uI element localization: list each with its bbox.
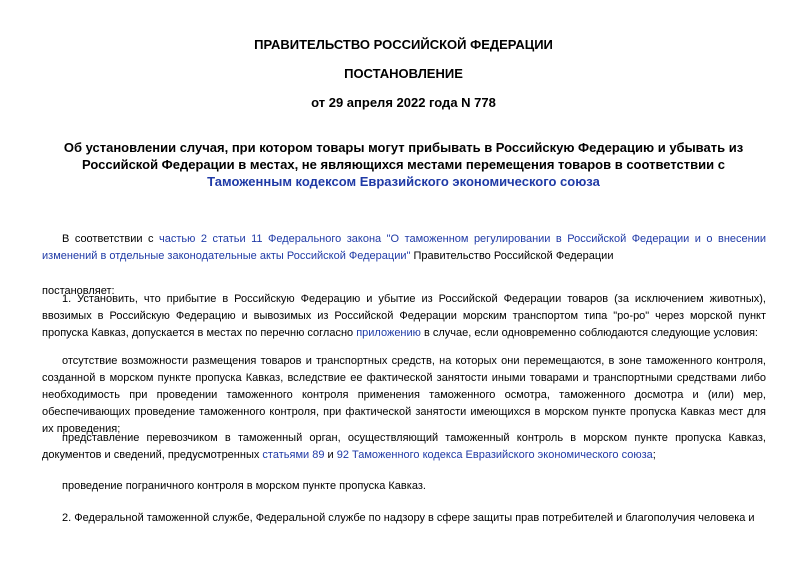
condition-2-paragraph [42, 430, 766, 464]
title-text: Об установлении случая, при котором товары могут прибывать в Российскую Федерацию и убывать из Российской Федерации в местах, не являющихся местами перемещения товаров в соответствии с [63, 140, 744, 172]
preamble-paragraph [42, 231, 766, 265]
item-2-paragraph: 2. Федеральной таможенной службе, Федеральной службе по надзору в сфере защиты прав потребителей и благополучия человека и [62, 512, 755, 524]
item-1-text-end: в случае, если одновременно соблюдаются следующие условия: [420, 327, 758, 339]
date-number-heading: от 29 апреля 2022 года N 778 [311, 95, 496, 110]
document-type-heading: ПОСТАНОВЛЕНИЕ [344, 66, 463, 81]
item-1-paragraph [42, 291, 766, 342]
condition-2-text-start: представление перевозчиком в таможенный орган, осуществляющий таможенный контроль в морском пункте пропуска Кавказ, документов и сведений, предусмотренных [42, 432, 766, 461]
item-1-text-start: 1. Установить, что прибытие в Российскую Федерацию и убытие из Российской Федерации товаров (за исключением животных), ввозимых в Российскую Федерацию и вывозимых из Российской Федерации морским транспортом типа "ро-ро" через морской пункт пропуска Кавказ, допускается в местах по перечню согласно [42, 293, 766, 339]
condition-3-paragraph: проведение пограничного контроля в морском пункте пропуска Кавказ. [62, 480, 426, 492]
condition-2-text-mid: и [324, 449, 337, 461]
federal-law-link[interactable]: частью 2 статьи 11 Федерального закона "О таможенном регулировании в Российской Федерации и о внесении изменений в отдельные законодательные акты Российской Федерации" [42, 233, 767, 262]
government-heading: ПРАВИТЕЛЬСТВО РОССИЙСКОЙ ФЕДЕРАЦИИ [254, 37, 553, 52]
appendix-link[interactable]: приложению [356, 327, 421, 339]
decrees-paragraph: постановляет: [42, 285, 115, 297]
article-92-link[interactable]: 92 Таможенного кодекса Евразийского экономического союза [336, 449, 653, 461]
document-title [40, 139, 767, 190]
eaeu-customs-code-link[interactable]: Таможенным кодексом Евразийского экономического союза [207, 174, 600, 189]
article-89-link[interactable]: статьями 89 [262, 449, 325, 461]
preamble-text-start: В соответствии с [62, 233, 159, 245]
condition-2-text-end: ; [652, 449, 656, 461]
condition-1-paragraph: отсутствие возможности размещения товаров и транспортных средств, на которых они перемещаются, в зоне таможенного контроля, созданной в морском пункте пропуска Кавказ, вследствие ее фактической занятости иными товарами и транспортными средствами либо необходимость при проведении таможенного контроля применения таможенного осмотра, таможенного досмотра и (или) мер, обеспечивающих проведение таможенного контроля, при фактической занятости имеющихся в морском пункте пропуска Кавказ мест для их проведения; [42, 355, 766, 435]
preamble-text-end: Правительство Российской Федерации [410, 250, 614, 262]
